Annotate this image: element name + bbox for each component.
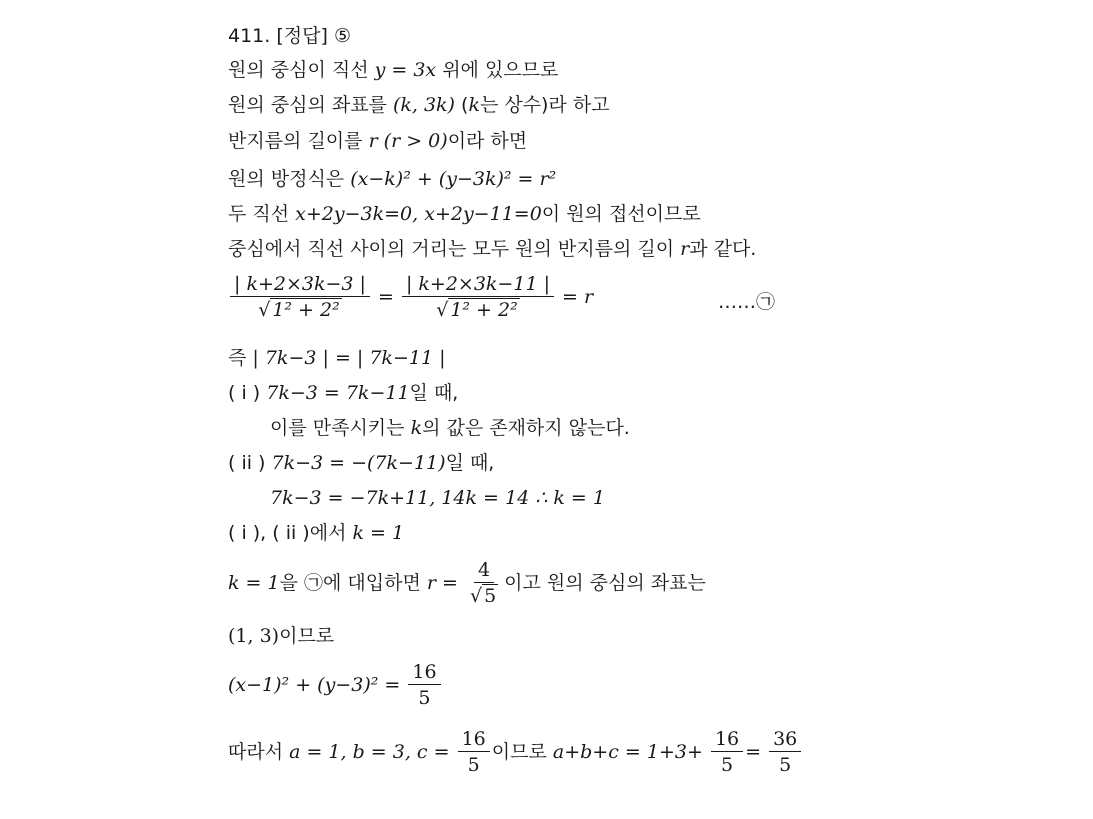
equation: x+2y−3k=0, x+2y−11=0 xyxy=(295,203,542,225)
text: 이므로 xyxy=(491,741,553,763)
variable: r xyxy=(680,238,690,260)
case-label: ( i ) xyxy=(228,382,261,404)
problem-header xyxy=(228,24,351,48)
numerator: 16 xyxy=(408,660,440,685)
equation: (x−1)² + (y−3)² = xyxy=(228,674,401,696)
equation: k = 1 xyxy=(228,572,280,594)
final-answer-line xyxy=(228,727,803,778)
text: ( xyxy=(454,94,469,116)
denominator: √ 1² + 2² xyxy=(436,299,518,321)
fraction-radius xyxy=(466,558,502,609)
text: 원의 중심이 직선 xyxy=(228,59,375,81)
solution-line-2 xyxy=(228,93,610,117)
case-ii-line xyxy=(228,451,494,475)
text: 을 ㉠에 대입하면 xyxy=(279,572,427,594)
denominator: 5 xyxy=(720,754,734,776)
equation: a+b+c = 1+3+ xyxy=(552,741,703,763)
equation: (k, 3k) xyxy=(392,94,455,116)
equation: | 7k−3 | = | 7k−11 | xyxy=(252,347,446,369)
variable: k xyxy=(468,94,480,116)
fraction-right xyxy=(402,272,554,323)
case-label: ( ii ) xyxy=(228,452,266,474)
equation: r = xyxy=(426,572,458,594)
solution-line-6 xyxy=(228,237,756,261)
denominator: 5 xyxy=(418,687,431,709)
equation: = r xyxy=(562,286,594,308)
fraction-rsquared xyxy=(408,660,440,711)
text: 이를 만족시키는 xyxy=(270,417,411,439)
denominator: 5 xyxy=(467,754,480,776)
problem-number: 411. xyxy=(228,25,271,47)
text: 원의 방정식은 xyxy=(228,168,351,190)
numerator: 16 xyxy=(711,727,743,752)
fraction-sum-term xyxy=(711,727,743,778)
denominator: 5 xyxy=(779,754,792,776)
solution-line-3 xyxy=(228,129,527,153)
text: 이므로 xyxy=(279,625,335,647)
text: 이고 원의 중심의 좌표는 xyxy=(504,572,706,594)
equals-sign: = xyxy=(745,741,762,763)
text: 의 값은 존재하지 않는다. xyxy=(422,417,630,439)
variable: k xyxy=(410,417,423,439)
denominator: √ 5 xyxy=(469,585,497,607)
text: 원의 중심의 좌표를 xyxy=(228,94,393,116)
equation: 7k−3 = −7k+11, 14k = 14 ∴ k = 1 xyxy=(270,487,605,509)
radicand: 1² + 2² xyxy=(272,299,340,321)
denominator: √ 1² + 2² xyxy=(258,299,340,321)
text: 이 원의 접선이므로 xyxy=(541,203,701,225)
text: 두 직선 xyxy=(228,203,296,225)
distance-equation xyxy=(228,272,593,323)
equation: (1, 3) xyxy=(228,625,280,647)
fraction-left xyxy=(230,272,370,323)
radicand: 5 xyxy=(484,585,497,607)
answer-label: [정답] xyxy=(276,25,328,47)
numerator: | k+2×3k−11 | xyxy=(402,272,554,297)
equation: (x−k)² + (y−3k)² = r² xyxy=(350,168,557,190)
text: 위에 있으므로 xyxy=(436,59,559,81)
equation: 7k−3 = −(7k−11) xyxy=(265,452,446,474)
radius-line xyxy=(228,558,706,609)
text: 일 때, xyxy=(445,452,495,474)
fraction-result xyxy=(769,727,801,778)
case-i-line xyxy=(228,381,458,405)
text: 따라서 xyxy=(228,741,290,763)
solution-line-1 xyxy=(228,58,558,82)
text: 과 같다. xyxy=(689,238,757,260)
text: 이라 하면 xyxy=(447,130,528,152)
solution-line-5 xyxy=(228,202,701,226)
case-ii-result xyxy=(270,486,605,510)
text: 중심에서 직선 사이의 거리는 모두 원의 반지름의 길이 xyxy=(228,238,681,260)
text: 즉 xyxy=(228,347,253,369)
equation: a = 1, b = 3, c = xyxy=(289,741,450,763)
case-i-result xyxy=(270,416,630,440)
equation: r (r > 0) xyxy=(368,130,448,152)
cases-conclusion xyxy=(228,521,404,545)
text: 반지름의 길이를 xyxy=(228,130,369,152)
equation: y = 3x xyxy=(374,59,437,81)
text: 일 때, xyxy=(409,382,459,404)
text: 는 상수)라 하고 xyxy=(479,94,610,116)
numerator: 4 xyxy=(474,558,494,583)
answer-value: ⑤ xyxy=(333,25,351,47)
numerator: 16 xyxy=(458,727,490,752)
equation: k = 1 xyxy=(352,522,405,544)
solution-line-4 xyxy=(228,167,556,191)
circle-equation xyxy=(228,660,443,711)
center-line xyxy=(228,624,334,648)
equation: 7k−3 = 7k−11 xyxy=(260,382,410,404)
text: ( i ), ( ii )에서 xyxy=(228,522,353,544)
equals-sign: = xyxy=(377,286,394,308)
numerator: | k+2×3k−3 | xyxy=(230,272,370,297)
radicand: 1² + 2² xyxy=(450,299,518,321)
solution-line-8 xyxy=(228,346,445,370)
equation-marker: ……㉠ xyxy=(718,291,776,313)
fraction-c xyxy=(458,727,490,778)
numerator: 36 xyxy=(769,727,801,752)
